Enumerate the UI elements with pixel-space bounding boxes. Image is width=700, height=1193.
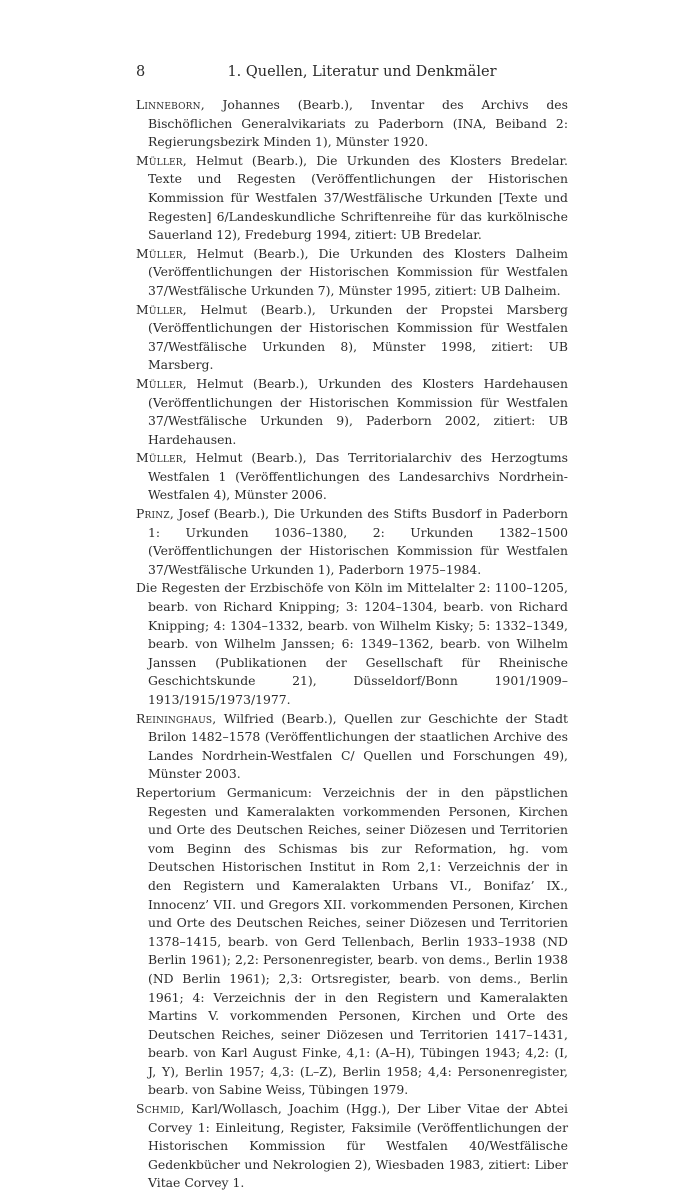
entry-author: Prinz (136, 506, 170, 522)
entry-text: , Karl/Wollasch, Joachim (Hgg.), Der Liber Vitae der Abtei Corvey 1: Einleitung, Register, Faksimile (Veröffentlichungen der Historischen Kommission für Westfalen 40/Westfälische Gedenkbücher und Nekrologien 2), Wiesbaden 1983, zitiert: Liber Vitae Corvey 1. (148, 1101, 568, 1191)
entry-author: Müller (136, 301, 183, 317)
bibliography-entry (136, 245, 568, 301)
entry-text: Repertorium Germanicum: Verzeichnis der in den päpstlichen Regesten und Kameralakten vorkommenden Personen, Kirchen und Orte des Deutschen Reiches, seiner Diözesen und Territorien vom Beginn des Schismas bis zur Reformation, hg. vom Deutschen Historischen Institut in Rom 2,1: Verzeichnis der in den Registern und Kameralakten Urbans VI., Bonifaz’ IX., Innocenz’ VII. und Gregors XII. vorkommenden Personen, Kirchen und Orte des Deutschen Reiches, seiner Diözesen und Territorien 1378–1415, bearb. von Gerd Tellenbach, Berlin 1933–1938 (ND Berlin 1961); 2,2: Personenregister, bearb. von dems., Berlin 1938 (ND Berlin 1961); 2,3: Ortsregister, bearb. von dems., Berlin 1961; 4: Verzeichnis der in den Registern und Kameralakten Martins V. vorkommenden Personen, Kirchen und Orte des Deutschen Reiches, seiner Diözesen und Territorien 1417–1431, bearb. von Karl August Finke, 4,1: (A–H), Tübingen 1943; 4,2: (I, J, Y), Berlin 1957; 4,3: (L–Z), Berlin 1958; 4,4: Personenregister, bearb. von Sabine Weiss, Tübingen 1979. (136, 784, 568, 1098)
entry-text: , Josef (Bearb.), Die Urkunden des Stifts Busdorf in Paderborn 1: Urkunden 1036–1380, 2: Urkunden 1382–1500 (Veröffentlichungen der Historischen Kommission für Westfalen 37/Westfälische Urkunden 1), Paderborn 1975–1984. (148, 506, 568, 577)
running-head: 1. Quellen, Literatur und Denkmäler (227, 64, 497, 80)
bibliography-entry (136, 301, 568, 375)
bibliography-entry (136, 449, 568, 505)
entry-author: Müller (136, 152, 183, 168)
entry-author: Müller (136, 245, 183, 261)
bibliography-list (136, 96, 568, 1193)
entry-text: Die Regesten der Erzbischöfe von Köln im Mittelalter 2: 1100–1205, bearb. von Richard Knipping; 3: 1204–1304, bearb. von Richard Knipping; 4: 1304–1332, bearb. von Wilhelm Kisky; 5: 1332–1349, bearb. von Wilhelm Janssen; 6: 1349–1362, bearb. von Wilhelm Janssen (Publikationen der Gesellschaft für Rheinische Geschichtskunde 21), Düsseldorf/Bonn 1901/1909–1913/1915/1973/1977. (136, 580, 568, 707)
entry-text: , Helmut (Bearb.), Die Urkunden des Klosters Dalheim (Veröffentlichungen der Historischen Kommission für Westfalen 37/Westfälische Urkunden 7), Münster 1995, zitiert: UB Dalheim. (148, 245, 568, 298)
bibliography-entry (136, 784, 568, 1100)
bibliography-entry (136, 710, 568, 784)
bibliography-entry (136, 505, 568, 579)
entry-text: , Helmut (Bearb.), Urkunden der Propstei Marsberg (Veröffentlichungen der Historischen Kommission für Westfalen 37/Westfälische Urkunden 8), Münster 1998, zitiert: UB Marsberg. (148, 301, 568, 373)
bibliography-entry (136, 1100, 568, 1193)
bibliography-entry (136, 96, 568, 152)
entry-text: , Johannes (Bearb.), Inventar des Archivs des Bischöflichen Generalvikariats zu Paderborn (INA, Beiband 2: Regierungsbezirk Minden 1), Münster 1920. (148, 97, 568, 150)
page-header (136, 62, 564, 82)
bibliography-entry (136, 375, 568, 449)
bibliography-entry (136, 152, 568, 245)
bibliography-entry (136, 579, 568, 709)
entry-author: Linneborn (136, 97, 201, 112)
entry-text: , Wilfried (Bearb.), Quellen zur Geschichte der Stadt Brilon 1482–1578 (Veröffentlichungen der staatlichen Archive des Landes Nordrhein-Westfalen C/ Quellen und Forschungen 49), Münster 2003. (148, 710, 568, 782)
entry-text: , Helmut (Bearb.), Das Territorialarchiv des Herzogtums Westfalen 1 (Veröffentlichungen des Landesarchivs Nordrhein-Westfalen 4), Münster 2006. (148, 450, 568, 503)
entry-text: , Helmut (Bearb.), Urkunden des Klosters Hardehausen (Veröffentlichungen der Historischen Kommission für Westfalen 37/Westfälische Urkunden 9), Paderborn 2002, zitiert: UB Hardehausen. (148, 375, 568, 447)
entry-author: Reininghaus (136, 710, 213, 726)
page-number: 8 (136, 64, 146, 80)
entry-text: , Helmut (Bearb.), Die Urkunden des Klosters Bredelar. Texte und Regesten (Veröffentlichungen der Historischen Kommission für Westfalen 37/Westfälische Urkunden [Texte und Regesten] 6/Landeskundliche Schriftenreihe für das kurkölnische Sauerland 12), Fredeburg 1994, zitiert: UB Bredelar. (148, 152, 568, 243)
entry-author: Schmid (136, 1101, 181, 1117)
entry-author: Müller (136, 450, 183, 466)
entry-author: Müller (136, 375, 183, 391)
